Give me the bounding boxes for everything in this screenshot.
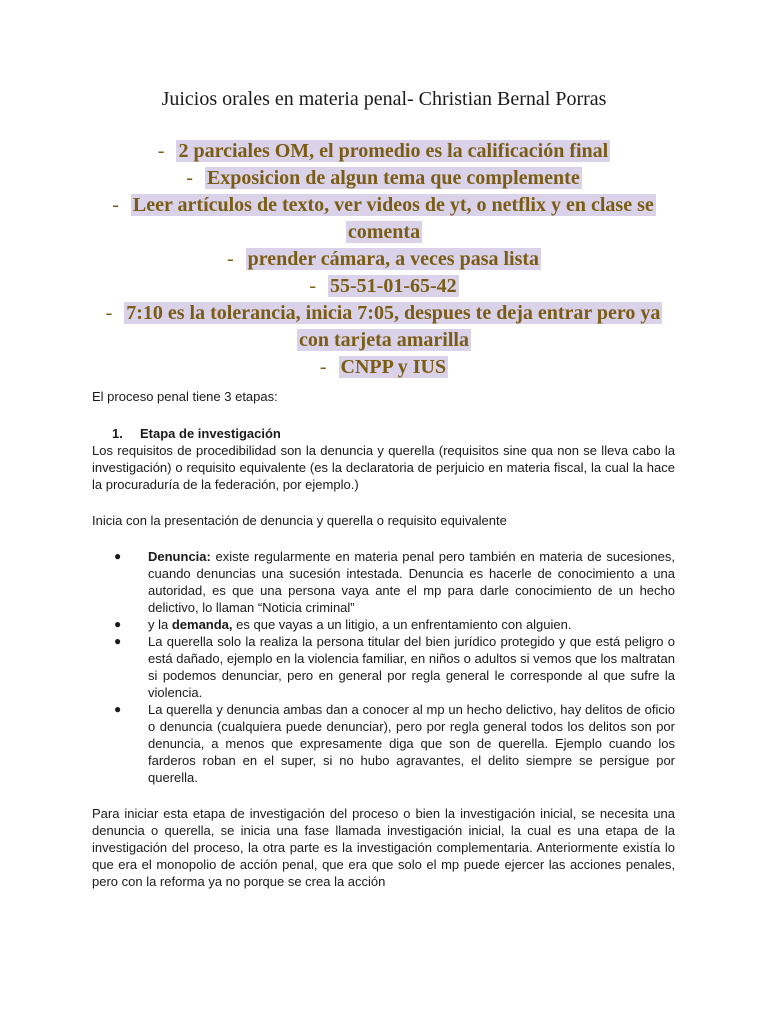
list-item-text: La querella solo la realiza la persona titular del bien jurídico protegido y que está peligro o está dañado, ejemplo en la violencia familiar, en niños o adultos si vemos que los maltratan si podemos denunciar, pero en general por regla general le corresponde al que sufre la violencia.	[148, 634, 675, 700]
bold-term: Denuncia:	[148, 549, 211, 564]
highlight-text: CNPP y IUS	[340, 356, 447, 378]
highlight-text: prender cámara, a veces pasa lista	[247, 248, 540, 270]
highlight-item	[100, 192, 668, 246]
list-item-text: es que vayas a un litigio, a un enfrentamiento con alguien.	[232, 617, 572, 632]
highlight-item	[100, 300, 668, 354]
list-item	[92, 701, 675, 786]
list-item-text: La querella y denuncia ambas dan a conocer al mp un hecho delictivo, hay delitos de oficio o denuncia (cualquiera puede denunciar), pero por regla general todos los delitos son por denuncia, a menos que expresamente diga que son de querella. Ejemplo cuando los farderos roban en el super, si no hubo agravantes, el delito siempre se persigue por querella.	[148, 702, 675, 785]
highlight-text: 55-51-01-65-42	[330, 275, 457, 297]
dash-marker: -	[309, 275, 317, 297]
highlight-text: Exposicion de algun tema que complemente	[206, 167, 580, 189]
paragraph: Para iniciar esta etapa de investigación del proceso o bien la investigación inicial, se necesita una denuncia o querella, se inicia una fase llamada investigación inicial, la cual es una etapa de la investigación del proceso, la otra parte es la investigación complementaria. Anteriormente existía lo que era el monopolio de acción penal, que era que solo el mp puede ejercer las acciones penales, pero con la reforma ya no porque se crea la acción	[92, 806, 675, 889]
list-item	[92, 633, 675, 701]
document-body	[92, 388, 675, 903]
highlighted-list	[100, 138, 668, 381]
bullet-icon: ●	[114, 702, 122, 716]
list-item-prefix: y la	[148, 617, 172, 632]
bold-term: demanda,	[171, 617, 233, 632]
dash-marker: -	[112, 194, 119, 216]
section-heading	[112, 425, 675, 442]
section-number: 1.	[112, 426, 123, 441]
highlight-item	[100, 246, 668, 273]
highlight-item	[100, 165, 668, 192]
highlight-text: 7:10 es la tolerancia, inicia 7:05, despues te deja entrar pero ya con tarjeta amarilla	[126, 302, 661, 351]
highlight-item	[100, 273, 668, 300]
dash-marker: -	[186, 167, 193, 189]
document-title: Juicios orales en materia penal- Christian Bernal Porras	[161, 88, 607, 110]
highlight-text: 2 parciales OM, el promedio es la calificación final	[178, 140, 609, 162]
bullet-icon: ●	[114, 549, 122, 563]
list-item-text: existe regularmente en materia penal pero también en materia de sucesiones, cuando denuncias una sucesión intestada. Denuncia es hacerle de conocimiento a una autoridad, es que una persona vaya ante el mp para darle conocimiento de un hecho delictivo, lo llaman “Noticia criminal”	[148, 549, 675, 615]
highlight-item	[100, 138, 668, 165]
dash-marker: -	[319, 356, 327, 378]
list-item	[92, 548, 675, 616]
intro-text: El proceso penal tiene 3 etapas:	[92, 389, 278, 404]
dash-marker: -	[105, 302, 113, 324]
section-heading-text: Etapa de investigación	[140, 426, 281, 441]
paragraph: Inicia con la presentación de denuncia y querella o requisito equivalente	[92, 513, 507, 528]
paragraph: Los requisitos de procedibilidad son la denuncia y querella (requisitos sine qua non se lleva cabo la investigación) o requisito equivalente (es la declaratoria de perjuicio en materia fiscal, la cual la hace la procuraduría de la federación, por ejemplo.)	[92, 443, 675, 492]
list-item	[92, 616, 675, 633]
bullet-icon: ●	[114, 617, 122, 631]
highlight-text: Leer artículos de texto, ver videos de yt, o netflix y en clase se comenta	[132, 194, 654, 243]
bullet-icon: ●	[114, 634, 122, 648]
dash-marker: -	[226, 248, 234, 270]
highlight-item	[100, 354, 668, 381]
bullet-list	[92, 548, 675, 786]
dash-marker: -	[157, 140, 165, 162]
